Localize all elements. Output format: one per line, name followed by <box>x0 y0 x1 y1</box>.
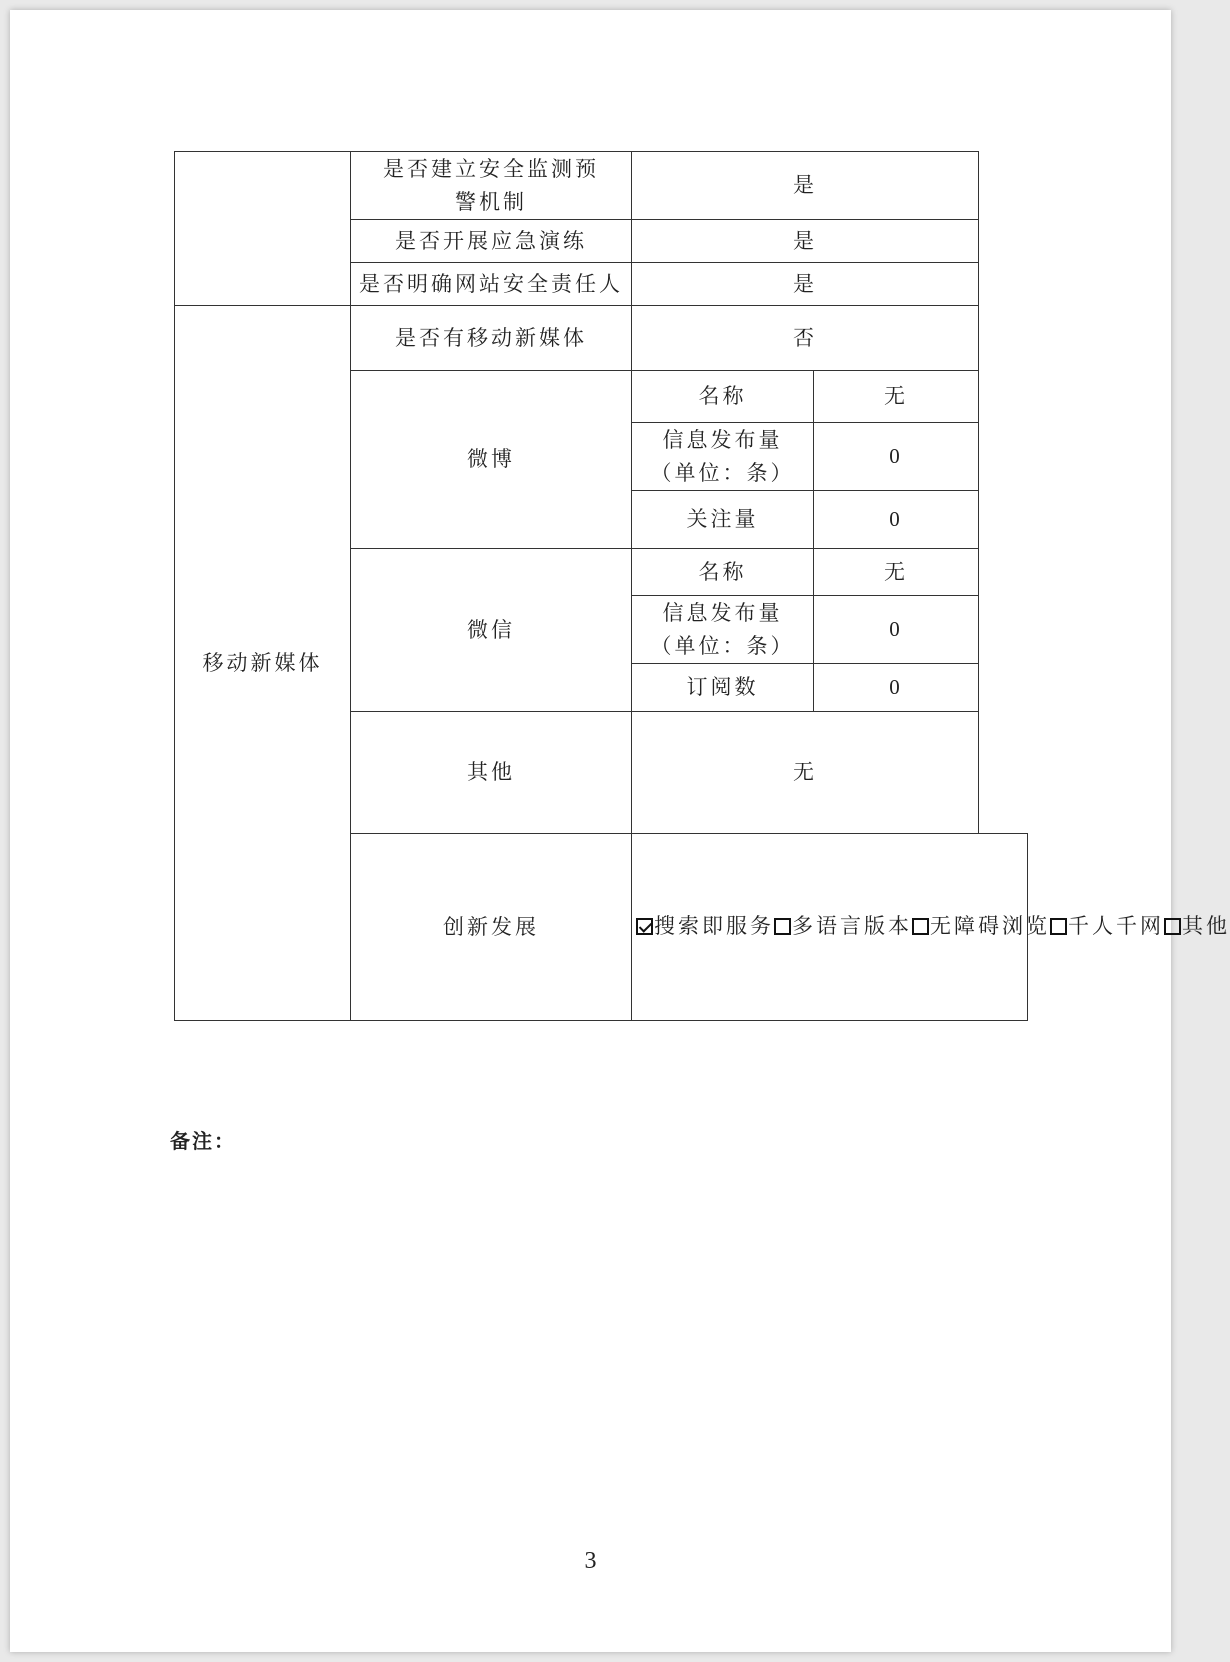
monitoring-value: 是 <box>632 152 979 220</box>
responsible-label: 是否明确网站安全责任人 <box>351 263 632 306</box>
innovation-option[interactable] <box>1050 910 1164 943</box>
innovation-options <box>632 834 1230 1021</box>
weibo-posts-label-line2: （单位：条） <box>650 460 795 485</box>
innovation-option[interactable] <box>912 910 1050 943</box>
checkbox-checked-icon[interactable] <box>636 918 653 935</box>
wechat-subscribers-value: 0 <box>814 664 979 712</box>
weibo-posts-label <box>632 423 814 491</box>
checkbox-empty-icon[interactable] <box>1164 918 1181 935</box>
innovation-label: 创新发展 <box>351 834 632 1021</box>
report-table <box>174 151 1230 1021</box>
wechat-name-value: 无 <box>814 549 979 596</box>
innovation-option-label: 其他 <box>1182 913 1230 938</box>
monitoring-label: 是否建立安全监测预警机制 <box>351 152 632 220</box>
table-row <box>175 152 1028 220</box>
wechat-subscribers-label: 订阅数 <box>632 664 814 712</box>
wechat-posts-label <box>632 596 814 664</box>
table-row <box>175 306 1028 371</box>
wechat-name-label: 名称 <box>632 549 814 596</box>
innovation-option-label: 千人千网 <box>1068 913 1164 938</box>
security-section-cell <box>175 152 351 306</box>
innovation-option[interactable] <box>774 910 912 943</box>
has-mobile-label: 是否有移动新媒体 <box>351 306 632 371</box>
innovation-option[interactable] <box>1164 910 1230 943</box>
note-label: 备注： <box>170 1129 236 1153</box>
other-label: 其他 <box>351 712 632 834</box>
weibo-followers-label: 关注量 <box>632 491 814 549</box>
weibo-posts-value: 0 <box>814 423 979 491</box>
innovation-option[interactable] <box>636 910 774 943</box>
innovation-option-label: 无障碍浏览 <box>930 913 1050 938</box>
document-page <box>10 10 1230 1652</box>
innovation-option-label: 搜索即服务 <box>654 913 774 938</box>
innovation-option-label: 多语言版本 <box>792 913 912 938</box>
drill-value: 是 <box>632 220 979 263</box>
other-value: 无 <box>632 712 979 834</box>
wechat-label: 微信 <box>351 549 632 712</box>
page-number: 3 <box>584 1548 597 1574</box>
weibo-followers-value: 0 <box>814 491 979 549</box>
wechat-posts-value: 0 <box>814 596 979 664</box>
mobile-section-label: 移动新媒体 <box>175 306 351 1021</box>
weibo-name-label: 名称 <box>632 371 814 423</box>
weibo-label: 微博 <box>351 371 632 549</box>
checkbox-empty-icon[interactable] <box>1050 918 1067 935</box>
checkbox-empty-icon[interactable] <box>912 918 929 935</box>
weibo-posts-label-line1: 信息发布量 <box>662 427 783 452</box>
drill-label: 是否开展应急演练 <box>351 220 632 263</box>
checkbox-empty-icon[interactable] <box>774 918 791 935</box>
responsible-value: 是 <box>632 263 979 306</box>
has-mobile-value: 否 <box>632 306 979 371</box>
wechat-posts-label-line1: 信息发布量 <box>662 600 783 625</box>
wechat-posts-label-line2: （单位：条） <box>650 633 795 658</box>
weibo-name-value: 无 <box>814 371 979 423</box>
